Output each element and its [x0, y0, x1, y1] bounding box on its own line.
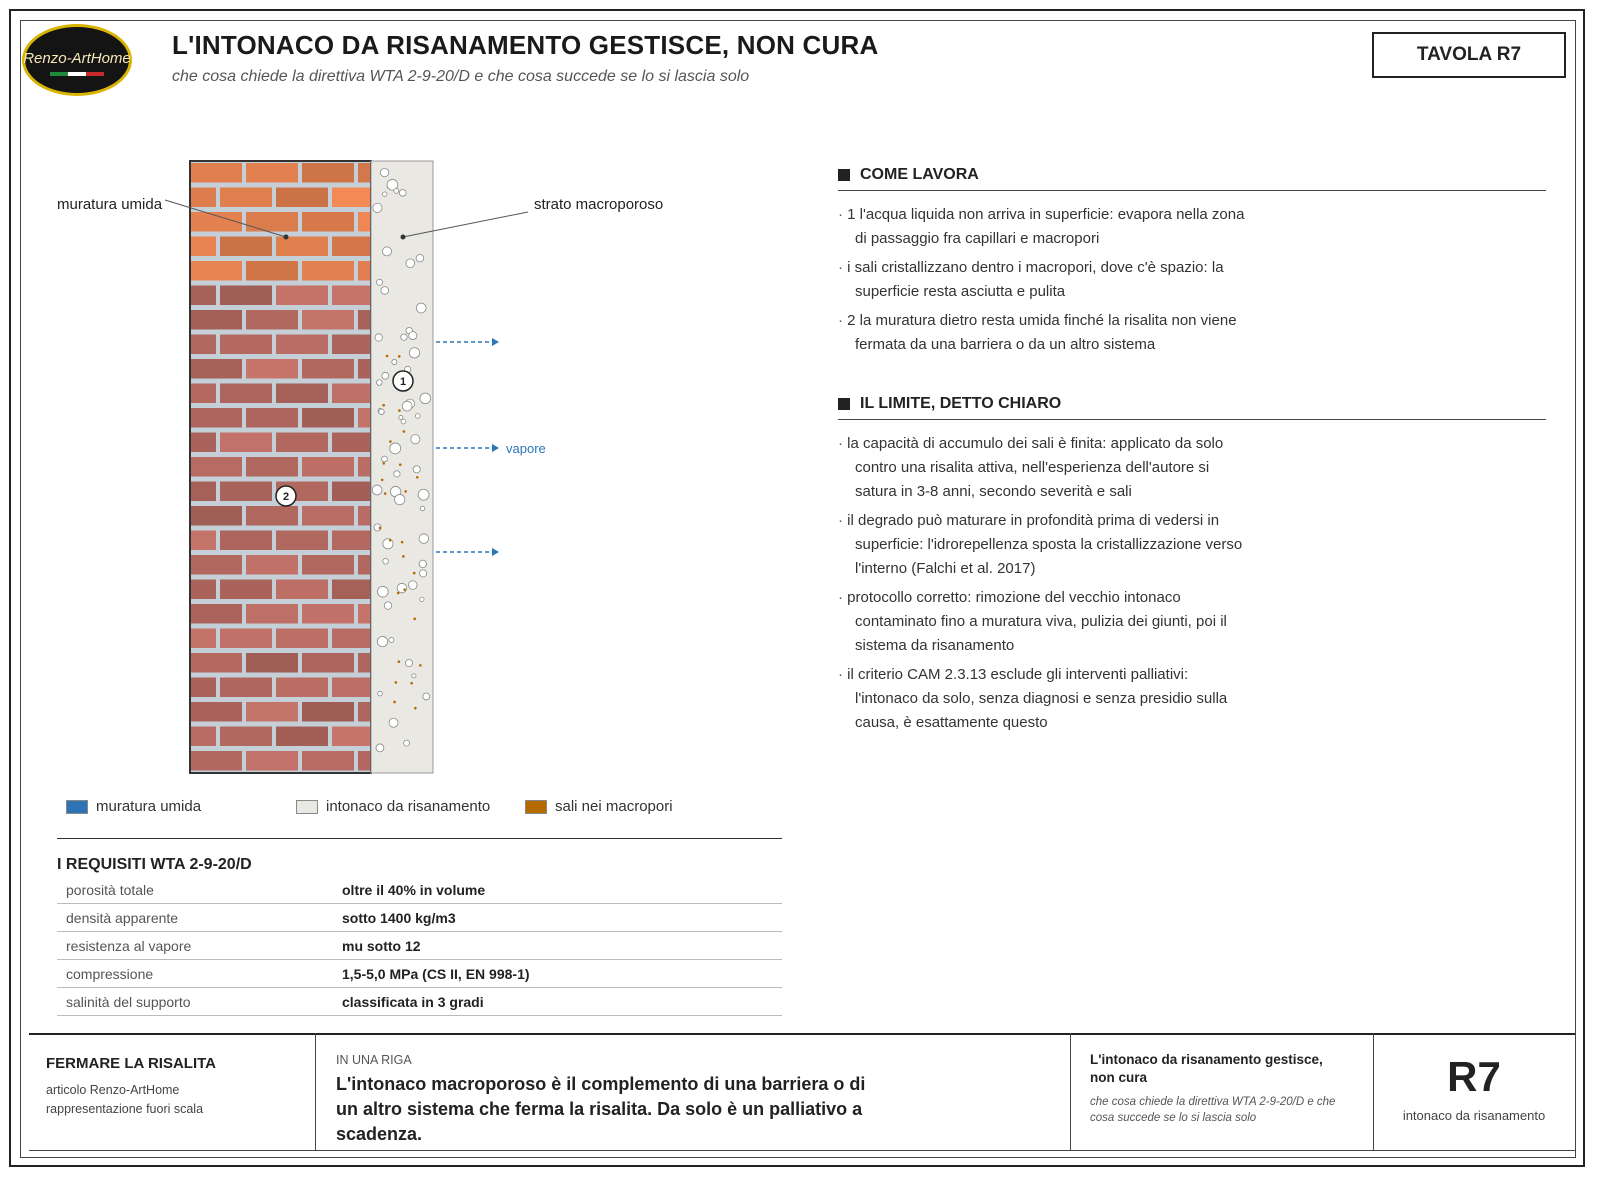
brick [332, 580, 370, 600]
brick [246, 408, 298, 428]
salt-crystal [404, 490, 407, 493]
salt-crystal [398, 660, 401, 663]
brick [220, 384, 272, 404]
brick [191, 678, 216, 698]
req-label: porosità totale [57, 876, 333, 904]
pore [418, 489, 429, 500]
brick [332, 678, 370, 698]
salt-crystal [379, 527, 382, 530]
section-title: IL LIMITE, DETTO CHIARO [860, 395, 1062, 412]
list-item: · 1 l'acqua liquida non arriva in superficie: evapora nella zona di passaggio fra capillari e macropori [838, 203, 1248, 251]
brick [220, 482, 272, 502]
brick [358, 408, 370, 428]
square-bullet-icon [838, 169, 850, 181]
brick [358, 604, 370, 624]
list-item: · la capacità di accumulo dei sali è finita: applicato da solo contro una risalita attiva, nell'esperienza dell'autore si satura in 3-8 anni, secondo severità e sali [838, 432, 1248, 504]
brick [302, 212, 354, 232]
pore [397, 583, 407, 593]
brick [358, 457, 370, 477]
pore [382, 192, 387, 197]
brick [191, 629, 216, 649]
pore [399, 189, 406, 196]
pore [395, 494, 405, 504]
brick [191, 702, 242, 722]
brick [276, 678, 328, 698]
brick [191, 261, 242, 281]
pore [380, 168, 388, 176]
pore [382, 247, 391, 256]
brick [246, 163, 298, 183]
footer-divider [315, 1033, 316, 1150]
brick [358, 359, 370, 379]
salt-crystal [389, 539, 392, 542]
brick [191, 506, 242, 526]
brick [358, 261, 370, 281]
salt-crystal [395, 681, 398, 684]
brick [332, 384, 370, 404]
pore [420, 570, 427, 577]
brick [358, 653, 370, 673]
brick [191, 727, 216, 747]
salt-crystal [403, 430, 406, 433]
brick [358, 702, 370, 722]
brick [358, 751, 370, 771]
brick [276, 335, 328, 355]
vapor-arrowhead [492, 548, 499, 556]
brick [332, 188, 370, 208]
brick [332, 433, 370, 453]
pore [382, 372, 389, 379]
vapor-label: vapore [506, 441, 546, 456]
requirements-table [57, 876, 782, 1016]
salt-crystal [386, 355, 389, 358]
brick [191, 555, 242, 575]
brick [332, 482, 370, 502]
brick [220, 237, 272, 257]
brick [191, 188, 216, 208]
pore [375, 334, 382, 341]
brick [246, 506, 298, 526]
footer-series-title: FERMARE LA RISALITA [46, 1055, 216, 1072]
brick [332, 237, 370, 257]
callout-masonry: muratura umida [57, 196, 163, 213]
footer-rule-top [29, 1033, 1575, 1035]
logo-text: Renzo-ArtHome [23, 50, 131, 67]
brick [191, 163, 242, 183]
pore [376, 279, 382, 285]
pore [419, 560, 426, 567]
brick [246, 261, 298, 281]
pore [372, 485, 382, 495]
brick [246, 751, 298, 771]
footer-article-line: articolo Renzo-ArtHome [46, 1083, 180, 1097]
brick [191, 212, 242, 232]
brick [358, 555, 370, 575]
list-item: · 2 la muratura dietro resta umida finché la risalita non viene fermata da una barriera o da un altro sistema [838, 309, 1248, 357]
brick [220, 727, 272, 747]
salt-crystal [402, 555, 405, 558]
brick [276, 433, 328, 453]
brick [191, 237, 216, 257]
table-row [57, 932, 782, 960]
salt-crystal [401, 541, 404, 544]
brick [302, 555, 354, 575]
salt-crystal [398, 409, 401, 412]
req-value: 1,5-5,0 MPa (CS II, EN 998-1) [333, 960, 782, 988]
legend-item-salts [525, 798, 673, 815]
pore [419, 534, 429, 544]
vapor-arrowhead [492, 338, 499, 346]
req-value: oltre il 40% in volume [333, 876, 782, 904]
page-subtitle: che cosa chiede la direttiva WTA 2-9-20/D e che cosa succede se lo si lascia solo [172, 68, 750, 85]
table-row [57, 904, 782, 932]
brick [302, 604, 354, 624]
pore [394, 471, 400, 477]
footer-scale-note: rappresentazione fuori scala [46, 1102, 204, 1116]
brick [302, 310, 354, 330]
brick [191, 457, 242, 477]
req-label: salinità del supporto [57, 988, 333, 1016]
list-item: · il degrado può maturare in profondità prima di vedersi in superficie: l'idrorepellenza sposta la cristallizzazione verso l'interno (Falchi et al. 2017) [838, 509, 1248, 581]
plaster-layer [371, 161, 433, 773]
brick [276, 727, 328, 747]
legend-swatch-plaster [296, 800, 318, 814]
marker-1: 1 [399, 376, 407, 388]
footer-kicker: IN UNA RIGA [336, 1053, 412, 1067]
pore [408, 581, 417, 590]
salt-crystal [382, 404, 385, 407]
brick [276, 384, 328, 404]
wall-section-diagram [0, 0, 800, 820]
brick [220, 678, 272, 698]
brick [191, 335, 216, 355]
req-value: mu sotto 12 [333, 932, 782, 960]
footer-rule-bottom [29, 1150, 1575, 1151]
pore [378, 691, 383, 696]
salt-crystal [381, 479, 384, 482]
marker-2: 2 [282, 491, 290, 503]
legend-swatch-masonry [66, 800, 88, 814]
brick [276, 286, 328, 306]
pore [383, 558, 389, 564]
brick [276, 531, 328, 551]
tavola-badge: TAVOLA R7 [1372, 32, 1566, 78]
list-item: · i sali cristallizzano dentro i macropori, dove c'è spazio: la superficie resta asciutta e pulita [838, 256, 1248, 304]
pore [399, 415, 403, 419]
brick [302, 163, 354, 183]
brick [302, 261, 354, 281]
vapor-arrowhead [492, 444, 499, 452]
brick [302, 506, 354, 526]
bullet-list [838, 203, 1248, 357]
req-label: densità apparente [57, 904, 333, 932]
brick [276, 580, 328, 600]
brick [191, 384, 216, 404]
brick [358, 310, 370, 330]
brick [302, 751, 354, 771]
list-item: · il criterio CAM 2.3.13 esclude gli interventi palliativi: l'intonaco da solo, senza diagnosi e senza presidio sulla causa, è esattamente questo [838, 663, 1248, 735]
pore [415, 414, 420, 419]
bullet-list [838, 432, 1248, 735]
brick [191, 604, 242, 624]
pore [373, 203, 382, 212]
salt-crystal [382, 462, 385, 465]
legend-item-masonry [66, 798, 201, 815]
salt-crystal [384, 492, 387, 495]
pore [412, 674, 416, 678]
brick [246, 359, 298, 379]
salt-crystal [403, 588, 406, 591]
pore [413, 466, 420, 473]
brick [332, 286, 370, 306]
brick [191, 531, 216, 551]
section-il-limite [838, 395, 1546, 740]
salt-crystal [413, 572, 416, 575]
salt-crystal [393, 701, 396, 704]
brick [332, 531, 370, 551]
req-value: classificata in 3 gradi [333, 988, 782, 1016]
pore [404, 740, 410, 746]
brick [276, 629, 328, 649]
legend-label: muratura umida [96, 798, 202, 815]
brick [191, 359, 242, 379]
vapor-arrows [436, 338, 499, 556]
brick [246, 457, 298, 477]
salt-crystal [389, 440, 392, 443]
legend-item-plaster [296, 798, 490, 815]
callout-plaster: strato macroporoso [534, 196, 664, 213]
brick [191, 433, 216, 453]
pore [423, 693, 430, 700]
req-value: sotto 1400 kg/m3 [333, 904, 782, 932]
pore [377, 636, 387, 646]
req-label: resistenza al vapore [57, 932, 333, 960]
salt-crystal [416, 476, 419, 479]
footer-plate-label: intonaco da risanamento [1402, 1108, 1546, 1123]
brick [246, 702, 298, 722]
requirements-title: I REQUISITI WTA 2-9-20/D [57, 856, 252, 873]
pore [416, 303, 426, 313]
pore [376, 744, 384, 752]
section-heading [838, 395, 1546, 420]
brick [220, 188, 272, 208]
brick [191, 310, 242, 330]
pore [420, 506, 425, 511]
salt-crystal [399, 463, 402, 466]
brick [358, 506, 370, 526]
brick [246, 604, 298, 624]
brick [332, 629, 370, 649]
brick [191, 482, 216, 502]
pore [401, 334, 407, 340]
pore [389, 638, 394, 643]
brick [302, 457, 354, 477]
pore [381, 287, 389, 295]
callout-dot-plaster [401, 235, 406, 240]
brick [191, 751, 242, 771]
legend-label: sali nei macropori [555, 798, 673, 815]
pore [402, 401, 412, 411]
pore [382, 456, 388, 462]
brick [302, 653, 354, 673]
brick [220, 629, 272, 649]
pore [383, 539, 393, 549]
brick [246, 555, 298, 575]
pore [411, 435, 420, 444]
pore [379, 409, 385, 415]
brick [358, 163, 370, 183]
footer-plate-code: R7 [1447, 1053, 1501, 1100]
legend-label: intonaco da risanamento [326, 798, 491, 815]
brick [220, 433, 272, 453]
pore [409, 332, 417, 340]
brick [332, 335, 370, 355]
pore [377, 380, 383, 386]
requirements-rule [57, 838, 782, 839]
footer-plate-subtitle: che cosa chiede la direttiva WTA 2-9-20/D e che cosa succede se lo si lascia solo [1090, 1096, 1336, 1124]
brick [191, 653, 242, 673]
pore [390, 443, 401, 454]
brick [220, 580, 272, 600]
req-label: compressione [57, 960, 333, 988]
callout-dot-masonry [284, 235, 289, 240]
brick [302, 359, 354, 379]
brick [220, 335, 272, 355]
footer-summary: L'intonaco macroporoso è il complemento di una barriera o di un altro sistema che ferma la risalita. Da solo è un palliativo a scadenza. [336, 1074, 866, 1144]
brick [276, 237, 328, 257]
brick [246, 653, 298, 673]
pore [420, 393, 431, 404]
table-row [57, 960, 782, 988]
pore [405, 660, 412, 667]
pore [394, 188, 399, 193]
pore [406, 259, 415, 268]
salt-crystal [419, 664, 422, 667]
pore [389, 718, 398, 727]
salt-crystal [398, 355, 401, 358]
pore [377, 586, 388, 597]
salt-crystal [397, 592, 400, 595]
brick [302, 408, 354, 428]
salt-crystal [413, 618, 416, 621]
page-title: L'INTONACO DA RISANAMENTO GESTISCE, NON CURA [172, 30, 879, 60]
square-bullet-icon [838, 398, 850, 410]
brick [220, 286, 272, 306]
pore [420, 597, 424, 601]
footer-divider [1070, 1033, 1071, 1150]
footer-plate-title: L'intonaco da risanamento gestisce, non cura [1090, 1052, 1323, 1085]
section-title: COME LAVORA [860, 166, 979, 183]
salt-crystal [414, 707, 417, 710]
brick [302, 702, 354, 722]
brick [276, 188, 328, 208]
brick [191, 286, 216, 306]
legend-swatch-salts [525, 800, 547, 814]
table-row [57, 988, 782, 1016]
table-row [57, 876, 782, 904]
pore [401, 419, 406, 424]
section-come-lavora [838, 166, 1546, 362]
brick [191, 580, 216, 600]
salt-crystal [410, 682, 413, 685]
brick [246, 310, 298, 330]
pore [416, 254, 423, 261]
pore [392, 359, 397, 364]
pore [384, 602, 391, 609]
section-heading [838, 166, 1546, 191]
pore [409, 348, 419, 358]
brick [220, 531, 272, 551]
brick [191, 408, 242, 428]
brick [246, 212, 298, 232]
brick [332, 727, 370, 747]
list-item: · protocollo corretto: rimozione del vecchio intonaco contaminato fino a muratura viva, pulizia dei giunti, poi il sistema da risanamento [838, 586, 1248, 658]
brick [358, 212, 370, 232]
